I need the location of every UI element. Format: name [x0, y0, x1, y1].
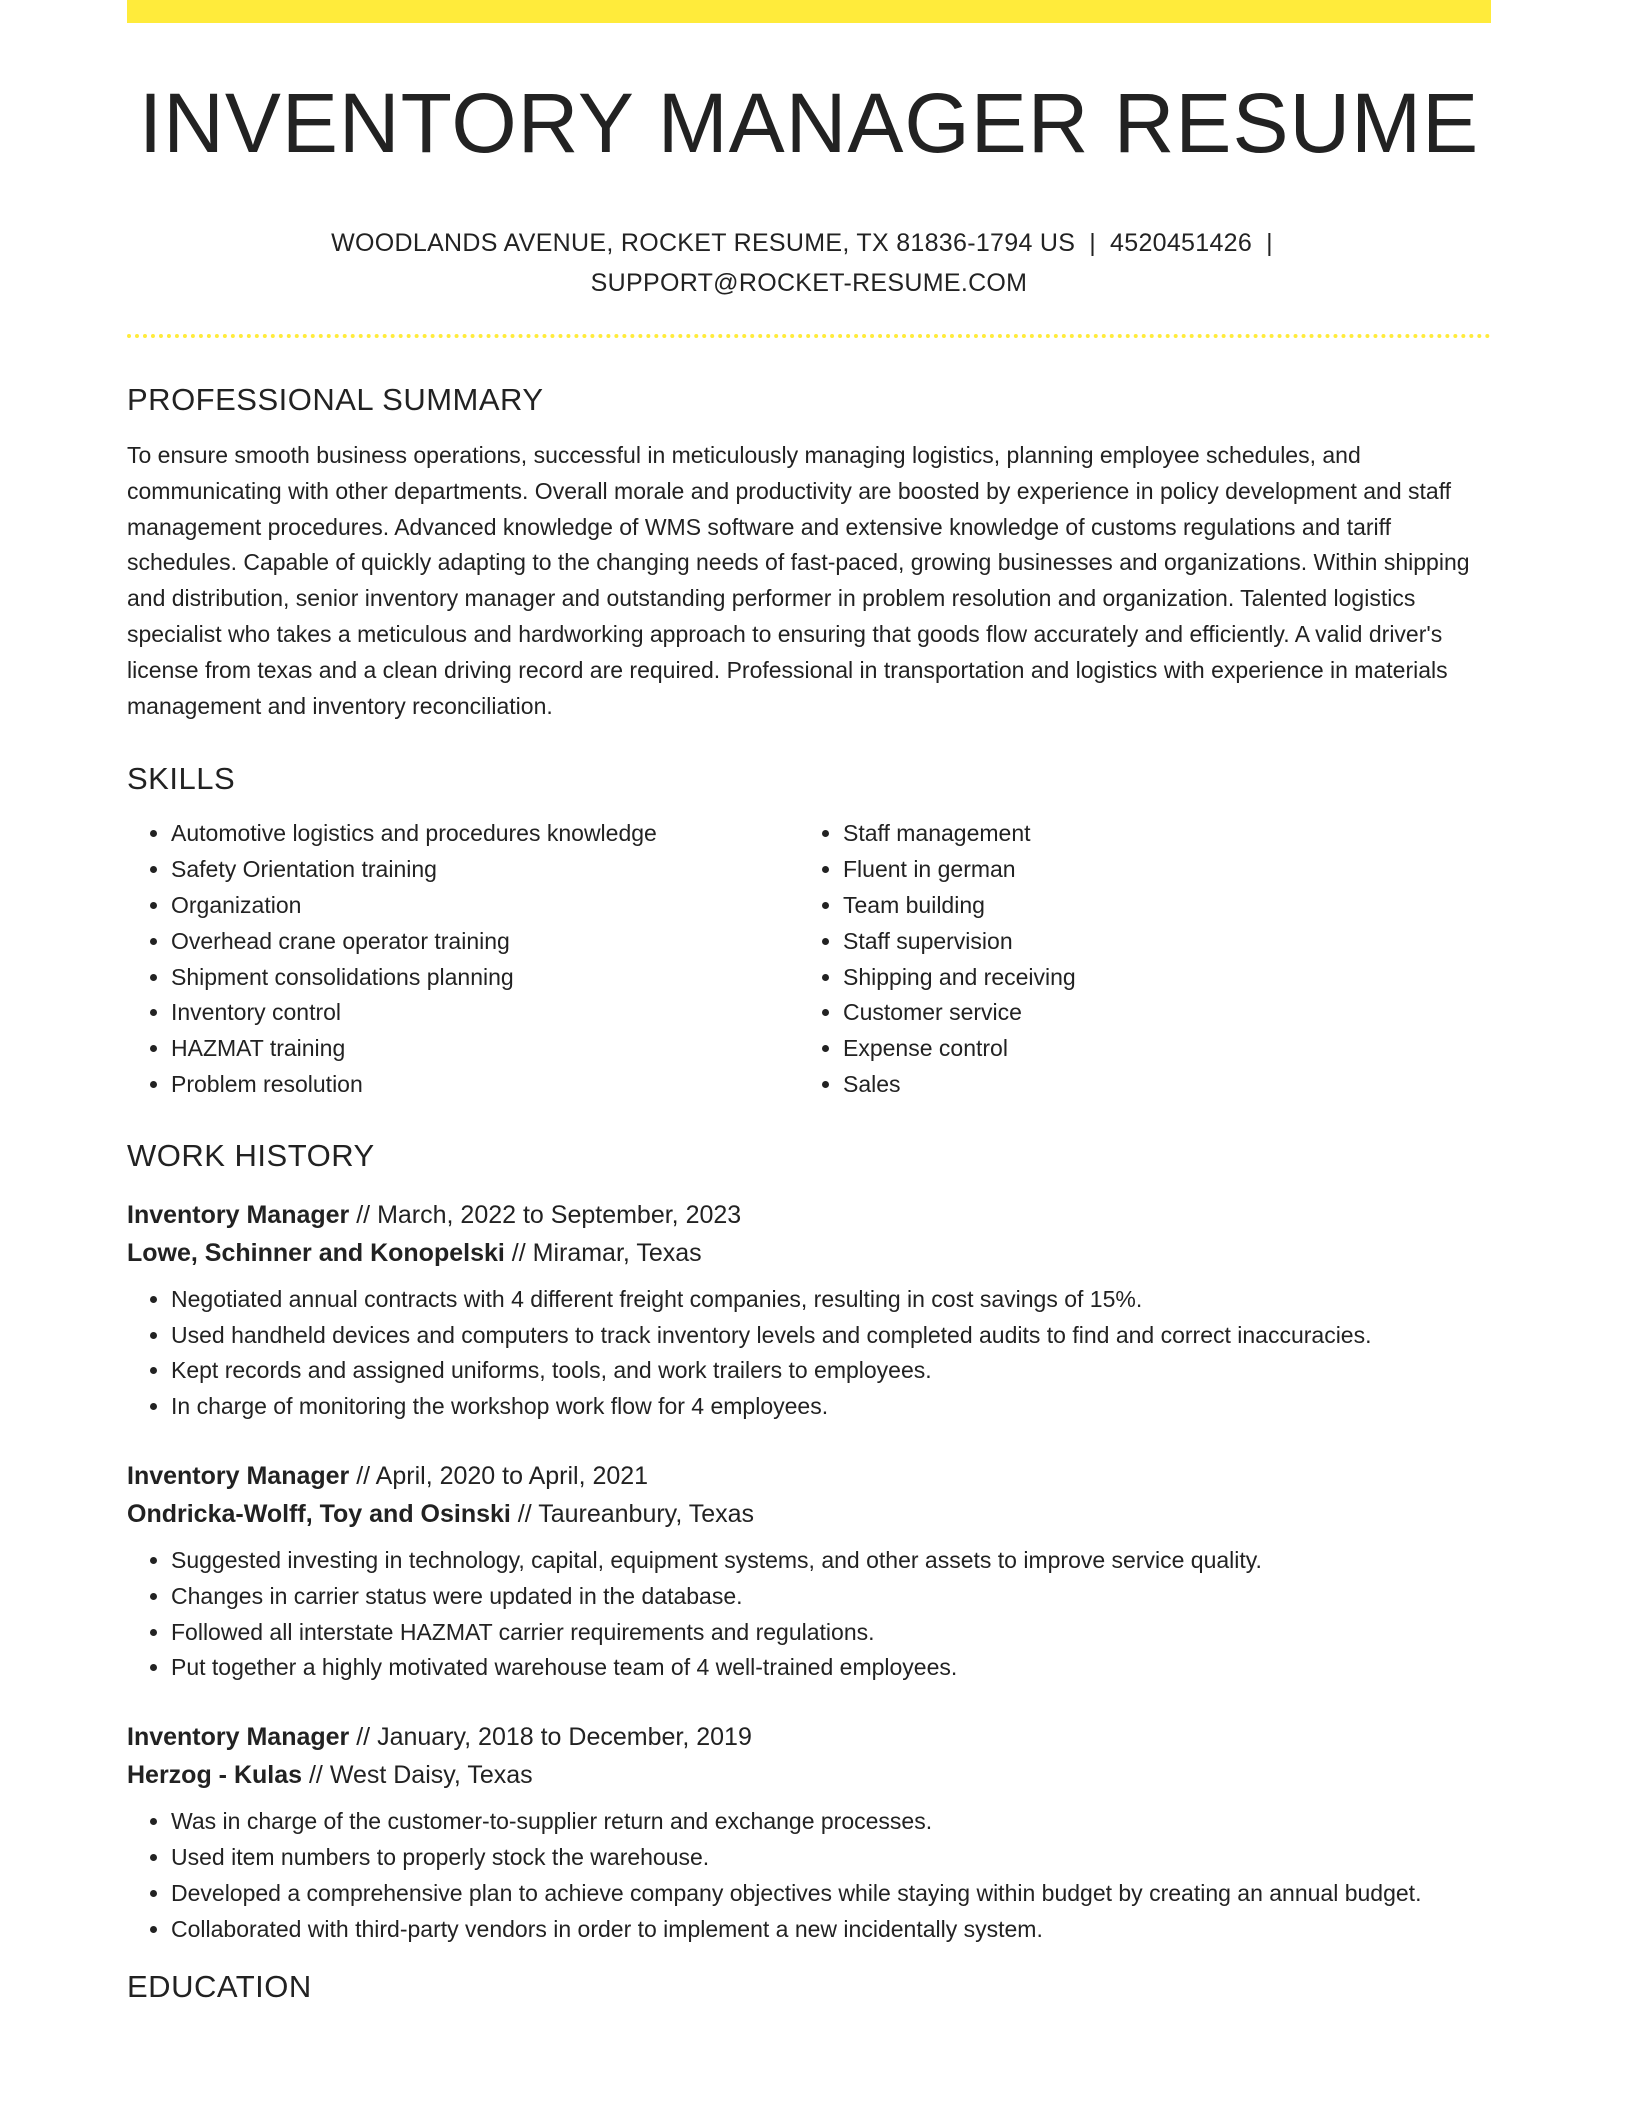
skills-heading: SKILLS: [127, 761, 236, 797]
resume-page: [127, 0, 1491, 2005]
contact-address: WOODLANDS AVENUE, ROCKET RESUME, TX 81836-1794 US: [331, 229, 1076, 257]
skill-item: • Shipping and receiving: [843, 960, 1471, 996]
skill-item: • Automotive logistics and procedures knowledge: [171, 816, 799, 852]
summary-text: To ensure smooth business operations, successful in meticulously managing logistics, planning employee schedules, and communicating with other departments. Overall morale and productivity are boosted by experience in policy development and staff management procedures. Advanced knowledge of WMS software and extensive knowledge of customs regulations and tariff schedules. Capable of quickly adapting to the changing needs of fast-paced, growing businesses and organizations. Within shipping and distribution, senior inventory manager and outstanding performer in problem resolution and organization. Talented logistics specialist who takes a meticulous and hardworking approach to ensuring that goods flow accurately and efficiently. A valid driver's license from texas and a clean driving record are required. Professional in transportation and logistics with experience in materials management and inventory reconciliation.: [127, 442, 1470, 719]
job-company: Herzog - Kulas: [127, 1761, 303, 1790]
education-heading: EDUCATION: [127, 1969, 312, 2005]
job-bullet: • Negotiated annual contracts with 4 different freight companies, resulting in cost savings of 15%.: [171, 1282, 1491, 1318]
job-bullet: • Changes in carrier status were updated in the database.: [171, 1579, 1491, 1615]
job-bullet: • Suggested investing in technology, capital, equipment systems, and other assets to improve service quality.: [171, 1543, 1491, 1579]
skill-item: • Team building: [843, 888, 1471, 924]
skill-item: • Shipment consolidations planning: [171, 960, 799, 996]
skill-item: • Overhead crane operator training: [171, 924, 799, 960]
skill-item: • Staff supervision: [843, 924, 1471, 960]
skill-item: • HAZMAT training: [171, 1031, 799, 1067]
contact-separator: |: [1089, 229, 1097, 257]
job-company: Ondricka-Wolff, Toy and Osinski: [127, 1499, 511, 1528]
job-bullet: • Was in charge of the customer-to-supplier return and exchange processes.: [171, 1804, 1491, 1840]
job-role: Inventory Manager: [127, 1200, 350, 1229]
contact-email: SUPPORT@ROCKET-RESUME.COM: [590, 269, 1028, 297]
skill-item: • Staff management: [843, 816, 1471, 852]
job-role-line: [127, 1457, 1491, 1495]
job-dates: // January, 2018 to December, 2019: [349, 1723, 752, 1752]
dotted-divider: [127, 334, 1491, 338]
resume-title: INVENTORY MANAGER RESUME: [138, 76, 1480, 170]
job-bullet: • Collaborated with third-party vendors in order to implement a new incidentally system.: [171, 1912, 1491, 1948]
job-bullet: • Kept records and assigned uniforms, tools, and work trailers to employees.: [171, 1353, 1491, 1389]
contact-info: [127, 223, 1491, 303]
job-bullets: [127, 1282, 1491, 1425]
job-bullets: [127, 1543, 1491, 1686]
job-location: // Miramar, Texas: [504, 1238, 702, 1267]
top-accent-bar: [127, 0, 1491, 23]
skill-item: • Expense control: [843, 1031, 1471, 1067]
job-company-line: [127, 1234, 1491, 1272]
job-bullet: • In charge of monitoring the workshop work flow for 4 employees.: [171, 1389, 1491, 1425]
skill-item: • Organization: [171, 888, 799, 924]
skills-column-left: [127, 816, 799, 1102]
job-dates: // March, 2022 to September, 2023: [349, 1200, 742, 1229]
job-role-line: [127, 1196, 1491, 1234]
contact-separator: |: [1266, 229, 1273, 257]
skills-grid: [127, 816, 1491, 1102]
job-entry: [127, 1196, 1491, 1425]
job-company-line: [127, 1756, 1491, 1794]
skills-column-right: [799, 816, 1471, 1102]
job-bullet: • Followed all interstate HAZMAT carrier requirements and regulations.: [171, 1615, 1491, 1651]
job-entry: [127, 1718, 1491, 1947]
job-location: // West Daisy, Texas: [302, 1761, 533, 1790]
skill-item: • Fluent in german: [843, 852, 1471, 888]
skill-item: • Inventory control: [171, 995, 799, 1031]
work-history-heading: WORK HISTORY: [127, 1137, 375, 1173]
job-company: Lowe, Schinner and Konopelski: [127, 1238, 505, 1267]
job-bullet: • Used handheld devices and computers to track inventory levels and completed audits to find and correct inaccuracies.: [171, 1318, 1491, 1354]
summary-heading: PROFESSIONAL SUMMARY: [127, 382, 544, 417]
job-company-line: [127, 1495, 1491, 1533]
job-role: Inventory Manager: [127, 1461, 350, 1490]
job-bullet: • Developed a comprehensive plan to achieve company objectives while staying within budget by creating an annual budget.: [171, 1876, 1491, 1912]
job-dates: // April, 2020 to April, 2021: [349, 1461, 649, 1490]
job-role-line: [127, 1718, 1491, 1756]
skill-item: • Safety Orientation training: [171, 852, 799, 888]
job-bullets: [127, 1804, 1491, 1947]
job-role: Inventory Manager: [127, 1723, 350, 1752]
job-location: // Taureanbury, Texas: [510, 1499, 755, 1528]
contact-phone: 4520451426: [1110, 229, 1253, 257]
skill-item: • Customer service: [843, 995, 1471, 1031]
job-bullet: • Used item numbers to properly stock the warehouse.: [171, 1840, 1491, 1876]
job-entry: [127, 1457, 1491, 1686]
skill-item: • Problem resolution: [171, 1067, 799, 1103]
job-bullet: • Put together a highly motivated warehouse team of 4 well-trained employees.: [171, 1650, 1491, 1686]
skill-item: • Sales: [843, 1067, 1471, 1103]
